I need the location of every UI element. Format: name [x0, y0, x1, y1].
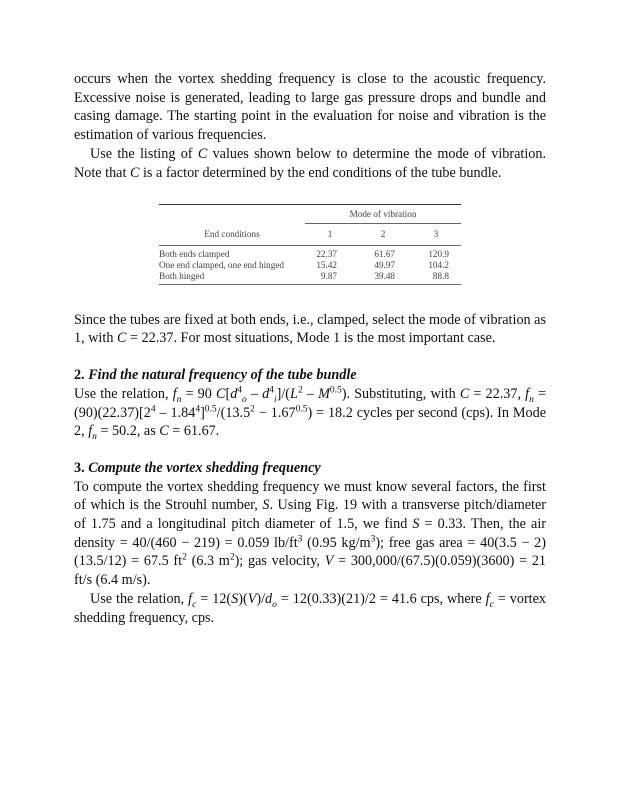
- paragraph-natural-frequency: Use the relation, $f_n = 90$ $C[d^4_o - d^4_i]/(L^2 - M^{0.5})$. Substituting, with C = 22.37, $f_n = (90)(22.37)[2^4 - 1.84^4]^{0.5}/(13.5^2 - 1.67^{0.5}) = 18.2$ cycles per second (cps). In Mode 2, $f_n = 50.2$, as C = 61.67.: [74, 385, 546, 443]
- section-3-heading: 3. Compute the vortex shedding frequency: [74, 459, 321, 476]
- paragraph-vortex-factors: To compute the vortex shedding frequency we must know several factors, the first of which is the Strouhl number, S. Using Fig. 19 with a transverse pitch/diameter of 1.75 and a longitudinal pitch diameter of 1.5, we find S = 0.33. Then, the air density = 40/(460 − 219) = 0.059 $lb/ft^3$ (0.95 $kg/m^3$); free gas area = 40(3.5 − 2)(13.5/12) = 67.5 $ft^2$ (6.3 $m^2$); gas velocity, V = 300,000/(67.5)(0.059)(3600) = 21 ft/s (6.4 m/s).: [74, 478, 547, 589]
- table-row: Both hinged 9.87 39.48 88.8: [159, 271, 461, 285]
- mode-table: [159, 204, 461, 285]
- table-row: One end clamped, one end hinged 15.42 49.97 104.2: [159, 259, 449, 270]
- paragraph-intro: occurs when the vortex shedding frequency is close to the acoustic frequency. Excessive noise is generated, leading to large gas pressure drops and bundle and casing damage. The starting point in the evaluation for noise and vibration is the estimation of various frequencies.: [74, 71, 546, 144]
- paragraph-mode-selection: Since the tubes are fixed at both ends, i.e., clamped, select the mode of vibration as 1, with C = 22.37. For most situations, Mode 1 is the most important case.: [74, 311, 546, 347]
- table-header-mode-1: 1: [327, 228, 333, 239]
- table-row: Both ends clamped 22.37 61.67 120.9: [159, 245, 461, 260]
- document-page: [74, 70, 546, 627]
- table-header-mode-3: 3: [433, 228, 439, 239]
- paragraph-c-values: Use the listing of C values shown below to determine the mode of vibration. Note that C is a factor determined by the end conditions of the tube bundle.: [74, 145, 546, 181]
- table-header-mode-2: 2: [380, 228, 386, 239]
- table-group-header: Mode of vibration: [305, 205, 461, 224]
- paragraph-vortex-relation: Use the relation, $f_c = 12(S)(V)/d_o = 12(0.33)(21)/2 = 41.6$ cps, where $f_c$ = vortex shedding frequency, cps.: [74, 590, 547, 626]
- table-header-end-conditions: End conditions: [204, 228, 260, 239]
- section-2-heading: 2. Find the natural frequency of the tube bundle: [74, 367, 357, 384]
